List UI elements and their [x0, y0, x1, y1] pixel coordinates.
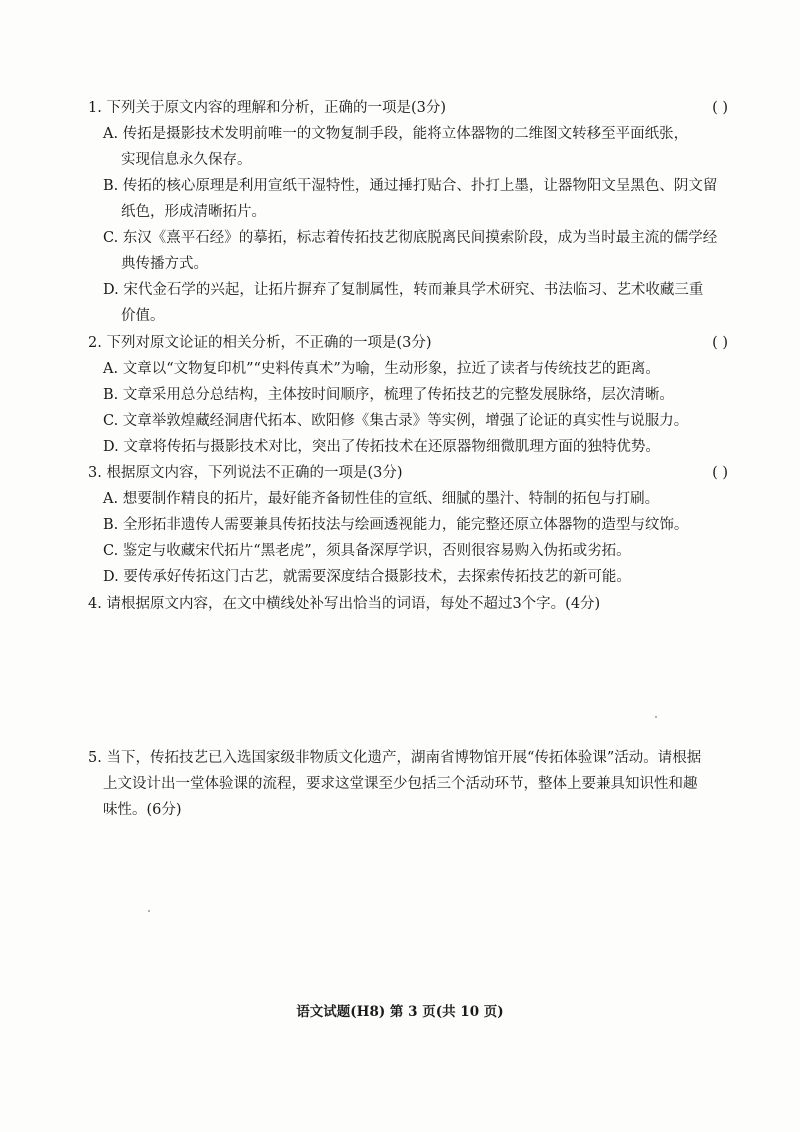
- question-2-option-a: [88, 356, 728, 382]
- question-4: [88, 591, 728, 617]
- option-text: B. 文章采用总分总结构，主体按时间顺序，梳理了传拓技艺的完整发展脉络，层次清晰。: [103, 387, 674, 403]
- option-text: D. 要传承好传拓这门古艺，就需要深度结合摄影技术，去探索传拓技艺的新可能。: [103, 569, 631, 585]
- question-1-option-d: [88, 277, 728, 329]
- question-5: [88, 745, 728, 823]
- option-text: C. 文章举敦煌藏经洞唐代拓本、欧阳修《集古录》等实例，增强了论证的真实性与说服力。: [103, 413, 689, 429]
- question-1-option-a: [88, 121, 728, 173]
- question-3-option-a: [88, 486, 728, 512]
- question-2-option-c: [88, 408, 728, 434]
- option-text: A. 文章以“文物复印机”“史料传真术”为喻，生动形象，拉近了读者与传统技艺的距离。: [103, 361, 660, 377]
- question-1: [88, 95, 728, 329]
- option-text-cont: 实现信息永久保存。: [121, 152, 252, 168]
- option-text-cont: 价值。: [121, 308, 165, 324]
- option-text: A. 传拓是摄影技术发明前唯一的文物复制手段，能将立体器物的二维图文转移至平面纸张，: [103, 126, 689, 142]
- option-text: B. 传拓的核心原理是利用宣纸干湿特性，通过捶打贴合、扑打上墨，让器物阳文呈黑色、阴文留: [103, 178, 718, 194]
- option-text: D. 文章将传拓与摄影技术对比，突出了传拓技术在还原器物细微肌理方面的独特优势。: [103, 439, 660, 455]
- question-3-option-b: [88, 512, 728, 538]
- question-5-stem-line-3: 味性。(6分): [103, 802, 182, 818]
- question-5-stem-line-2: 上文设计出一堂体验课的流程，要求这堂课至少包括三个活动环节，整体上要兼具知识性和趣: [103, 776, 698, 792]
- question-2-stem-row: [88, 330, 728, 356]
- question-3-stem: 3. 根据原文内容，下列说法不正确的一项是(3分): [88, 465, 403, 481]
- scan-speck: [655, 716, 657, 718]
- question-5-stem-line-1: 5. 当下，传拓技艺已入选国家级非物质文化遗产，湖南省博物馆开展“传拓体验课”活动。请根据: [88, 750, 702, 766]
- option-text: B. 全形拓非遗传人需要兼具传拓技法与绘画透视能力，能完整还原立体器物的造型与纹饰。: [103, 517, 689, 533]
- scan-speck: [148, 910, 150, 912]
- question-2-option-b: [88, 382, 728, 408]
- question-2-stem: 2. 下列对原文论证的相关分析，不正确的一项是(3分): [88, 335, 432, 351]
- option-text-cont: 纸色，形成清晰拓片。: [121, 204, 266, 220]
- option-text-cont: 典传播方式。: [121, 256, 208, 272]
- question-3-option-c: [88, 538, 728, 564]
- option-text: C. 鉴定与收藏宋代拓片“黑老虎”，须具备深厚学识，否则很容易购入伪拓或劣拓。: [103, 543, 631, 559]
- question-2: [88, 330, 728, 460]
- question-3-answer-paren: ( ): [712, 465, 728, 481]
- question-2-option-d: [88, 434, 728, 460]
- question-1-stem-row: [88, 95, 728, 121]
- question-3: [88, 460, 728, 590]
- question-3-option-d: [88, 564, 728, 590]
- question-2-answer-paren: ( ): [712, 335, 728, 351]
- question-1-option-b: [88, 173, 728, 225]
- option-text: D. 宋代金石学的兴起，让拓片摒弃了复制属性，转而兼具学术研究、书法临习、艺术收藏三重: [103, 282, 704, 298]
- question-3-stem-row: [88, 460, 728, 486]
- question-4-stem: 4. 请根据原文内容，在文中横线处补写出恰当的词语，每处不超过3个字。(4分): [88, 596, 601, 612]
- option-text: C. 东汉《熹平石经》的摹拓，标志着传拓技艺彻底脱离民间摸索阶段，成为当时最主流的儒学经: [103, 230, 718, 246]
- question-1-stem: 1. 下列关于原文内容的理解和分析，正确的一项是(3分): [88, 100, 446, 116]
- question-1-answer-paren: ( ): [712, 100, 728, 116]
- question-1-option-c: [88, 225, 728, 277]
- option-text: A. 想要制作精良的拓片，最好能齐备韧性佳的宣纸、细腻的墨汁、特制的拓包与打刷。: [103, 491, 660, 507]
- page-footer: 语文试题(H8) 第 3 页(共 10 页): [296, 1004, 504, 1020]
